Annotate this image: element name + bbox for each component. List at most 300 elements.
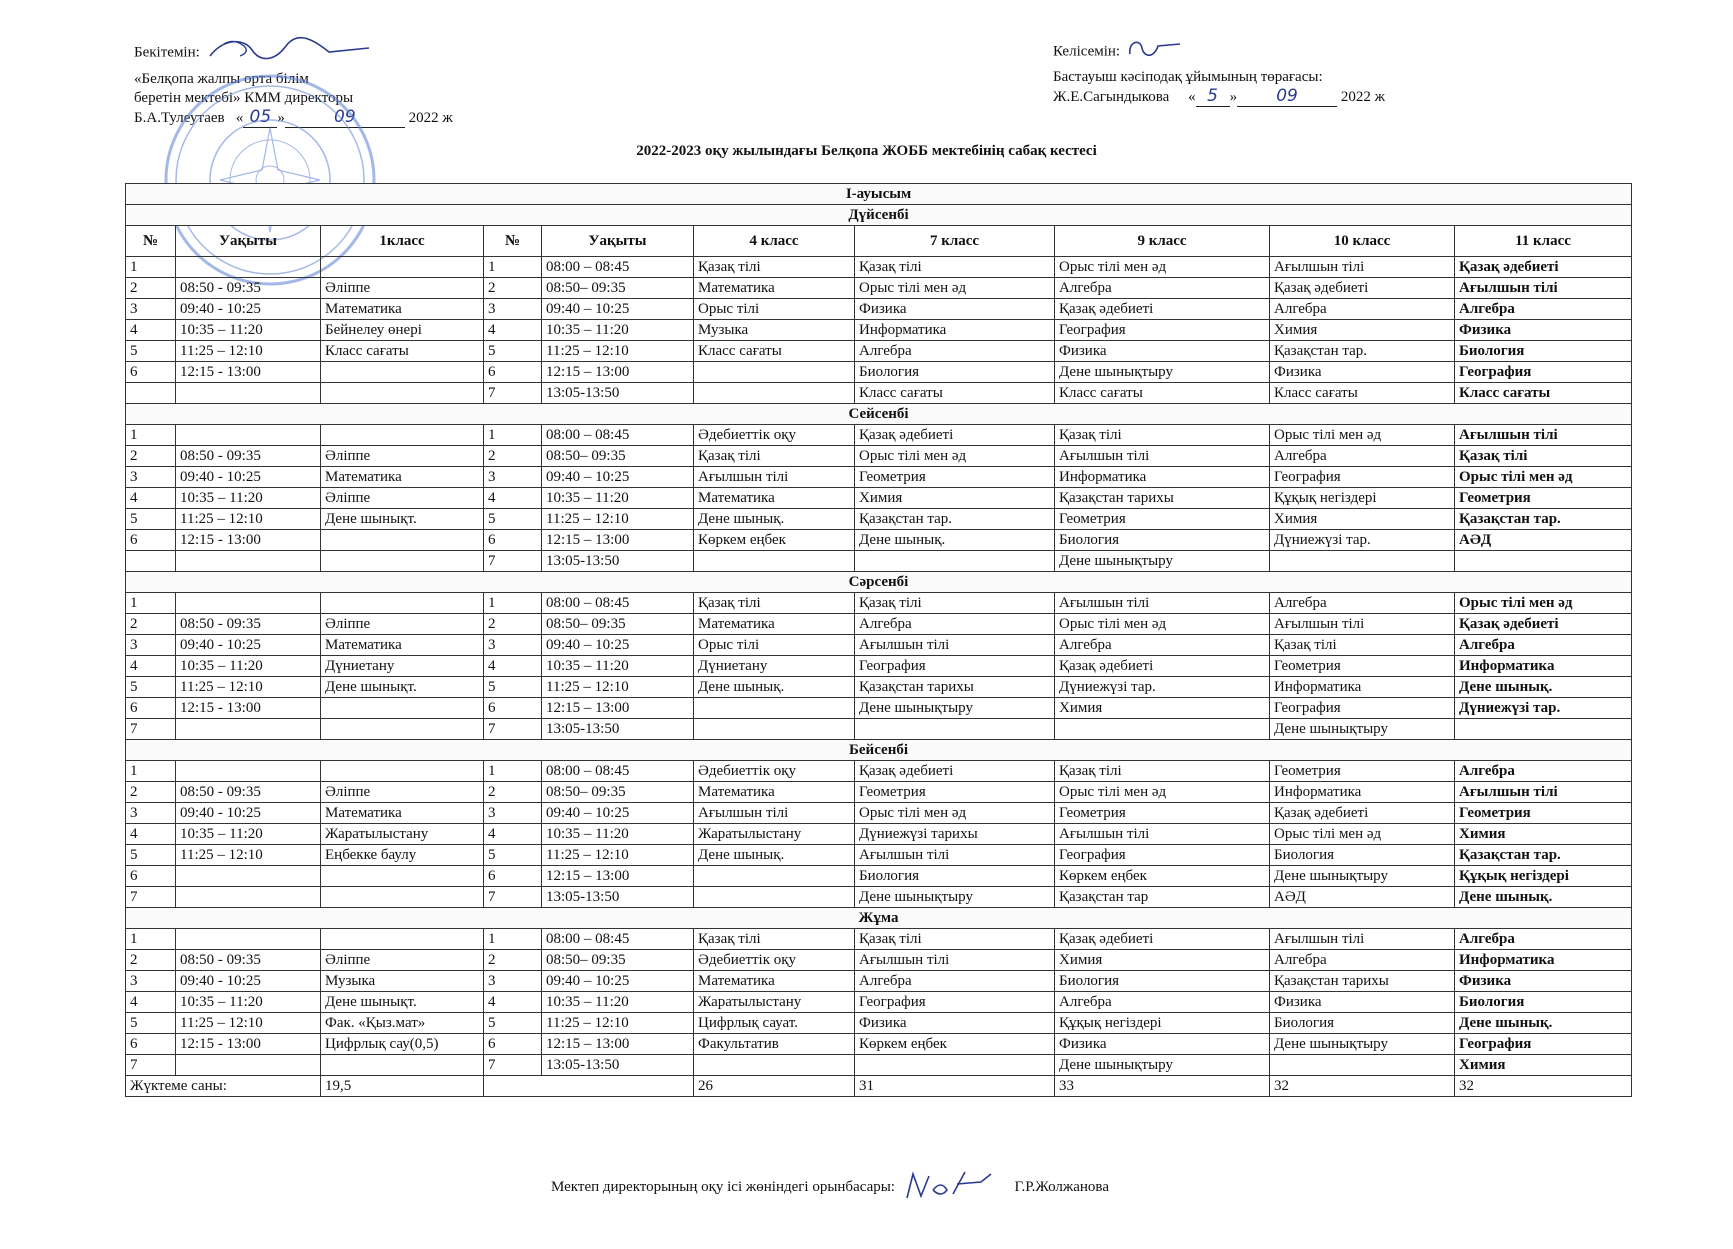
lesson-cell: 7: [484, 1055, 542, 1076]
lesson-cell: 08:00 – 08:45: [542, 929, 694, 950]
lesson-cell: 11:25 – 12:10: [176, 341, 321, 362]
load-value: 32: [1455, 1076, 1632, 1097]
lesson-cell: Цифрлық сау(0,5): [321, 1034, 484, 1055]
lesson-cell: 08:50 - 09:35: [176, 782, 321, 803]
lesson-cell: [176, 866, 321, 887]
approve-line1: «Белқопа жалпы орта білім: [134, 71, 309, 87]
lesson-cell: 10:35 – 11:20: [542, 656, 694, 677]
lesson-row: [126, 1034, 1632, 1055]
column-header: 4 класс: [694, 226, 855, 257]
lesson-cell: Информатика: [1270, 782, 1455, 803]
lesson-cell: 10:35 – 11:20: [176, 320, 321, 341]
lesson-cell: Ағылшын тілі: [1455, 425, 1632, 446]
lesson-row: [126, 971, 1632, 992]
lesson-cell: 08:50– 09:35: [542, 278, 694, 299]
lesson-cell: Қазақ тілі: [694, 257, 855, 278]
lesson-cell: 08:50 - 09:35: [176, 278, 321, 299]
lesson-cell: Биология: [855, 362, 1055, 383]
lesson-cell: 08:00 – 08:45: [542, 425, 694, 446]
lesson-cell: Дене шынықтыру: [1055, 1055, 1270, 1076]
lesson-cell: Математика: [694, 488, 855, 509]
lesson-cell: Қазақстан тарихы: [855, 677, 1055, 698]
lesson-cell: Биология: [1055, 971, 1270, 992]
lesson-cell: Дене шынық.: [1455, 887, 1632, 908]
lesson-cell: Қазақ тілі: [694, 593, 855, 614]
lesson-cell: 1: [126, 257, 176, 278]
load-value: 33: [1055, 1076, 1270, 1097]
lesson-cell: Математика: [321, 467, 484, 488]
lesson-cell: Дене шынық.: [1455, 1013, 1632, 1034]
lesson-cell: Ағылшын тілі: [1055, 446, 1270, 467]
lesson-cell: Химия: [1455, 1055, 1632, 1076]
lesson-cell: [694, 887, 855, 908]
lesson-cell: 5: [126, 845, 176, 866]
footer-name: Г.Р.Жолжанова: [1014, 1179, 1109, 1195]
lesson-cell: География: [1270, 698, 1455, 719]
lesson-row: [126, 362, 1632, 383]
lesson-cell: 2: [126, 614, 176, 635]
lesson-cell: Қазақ әдебиеті: [855, 761, 1055, 782]
lesson-cell: 5: [126, 341, 176, 362]
lesson-cell: 4: [126, 488, 176, 509]
lesson-cell: 7: [484, 887, 542, 908]
lesson-cell: Орыс тілі мен әд: [1270, 425, 1455, 446]
lesson-cell: 11:25 – 12:10: [542, 341, 694, 362]
day-row: [126, 205, 1632, 226]
lesson-cell: [694, 719, 855, 740]
lesson-cell: [176, 719, 321, 740]
lesson-cell: [126, 383, 176, 404]
lesson-cell: 3: [126, 803, 176, 824]
lesson-cell: [694, 866, 855, 887]
lesson-cell: Математика: [321, 299, 484, 320]
union-signature: [1124, 36, 1184, 68]
approve-month: 09: [285, 108, 405, 128]
lesson-row: [126, 530, 1632, 551]
lesson-cell: 09:40 - 10:25: [176, 971, 321, 992]
document-title: 2022-2023 оқу жылындағы Белқопа ЖОББ мектебінің сабақ кестесі: [636, 143, 1097, 159]
lesson-cell: 10:35 – 11:20: [176, 992, 321, 1013]
lesson-cell: 1: [126, 929, 176, 950]
lesson-cell: 13:05-13:50: [542, 1055, 694, 1076]
lesson-cell: Орыс тілі мен әд: [1455, 593, 1632, 614]
lesson-cell: Химия: [855, 488, 1055, 509]
lesson-cell: Биология: [1455, 341, 1632, 362]
lesson-cell: 09:40 – 10:25: [542, 467, 694, 488]
approve-year: 2022 ж: [408, 110, 453, 126]
shift-row: [126, 184, 1632, 205]
lesson-cell: Дүниетану: [694, 656, 855, 677]
lesson-cell: 11:25 – 12:10: [542, 1013, 694, 1034]
lesson-cell: Алгебра: [1455, 929, 1632, 950]
lesson-cell: 09:40 - 10:25: [176, 467, 321, 488]
lesson-cell: 09:40 – 10:25: [542, 635, 694, 656]
lesson-cell: Қазақ әдебиеті: [855, 425, 1055, 446]
lesson-cell: Бейнелеу өнері: [321, 320, 484, 341]
lesson-cell: Информатика: [1270, 677, 1455, 698]
lesson-cell: [321, 761, 484, 782]
lesson-cell: Факультатив: [694, 1034, 855, 1055]
lesson-cell: Орыс тілі мен әд: [1455, 467, 1632, 488]
lesson-cell: [176, 551, 321, 572]
lesson-row: [126, 698, 1632, 719]
lesson-cell: [855, 719, 1055, 740]
lesson-cell: Алгебра: [855, 614, 1055, 635]
lesson-cell: 12:15 – 13:00: [542, 1034, 694, 1055]
lesson-cell: 12:15 - 13:00: [176, 698, 321, 719]
lesson-cell: Қазақ тілі: [855, 593, 1055, 614]
lesson-row: [126, 593, 1632, 614]
lesson-cell: [1270, 551, 1455, 572]
lesson-cell: 2: [484, 614, 542, 635]
lesson-cell: Дене шынықт.: [321, 992, 484, 1013]
deputy-signature: [899, 1168, 999, 1207]
lesson-cell: [694, 698, 855, 719]
lesson-cell: Әліппе: [321, 278, 484, 299]
lesson-cell: Биология: [855, 866, 1055, 887]
lesson-cell: 09:40 – 10:25: [542, 971, 694, 992]
lesson-cell: [176, 1055, 321, 1076]
lesson-cell: 6: [126, 698, 176, 719]
lesson-cell: [321, 866, 484, 887]
lesson-cell: 6: [126, 530, 176, 551]
load-value: 32: [1270, 1076, 1455, 1097]
lesson-cell: [176, 761, 321, 782]
lesson-cell: 7: [126, 1055, 176, 1076]
agree-name: Ж.Е.Сагындыкова: [1053, 89, 1170, 105]
lesson-cell: 09:40 – 10:25: [542, 803, 694, 824]
lesson-cell: 1: [484, 593, 542, 614]
lesson-cell: Алгебра: [855, 341, 1055, 362]
lesson-cell: [176, 593, 321, 614]
lesson-cell: Информатика: [1455, 950, 1632, 971]
lesson-cell: 7: [126, 719, 176, 740]
lesson-cell: 08:00 – 08:45: [542, 257, 694, 278]
lesson-cell: [321, 362, 484, 383]
column-header: 9 класс: [1055, 226, 1270, 257]
lesson-cell: 1: [484, 929, 542, 950]
lesson-cell: Еңбекке баулу: [321, 845, 484, 866]
lesson-cell: 3: [484, 299, 542, 320]
agreement-block: Келісемін: Бастауыш кәсіподақ ұйымының төрағасы: Ж.Е.Сагындыкова « 5 » 09 2022 ж: [1053, 36, 1385, 107]
lesson-row: [126, 656, 1632, 677]
lesson-cell: Дене шынықт.: [321, 677, 484, 698]
lesson-cell: 3: [484, 803, 542, 824]
lesson-cell: 12:15 – 13:00: [542, 530, 694, 551]
lesson-cell: 09:40 - 10:25: [176, 635, 321, 656]
lesson-cell: 1: [126, 593, 176, 614]
lesson-cell: Құқық негіздері: [1270, 488, 1455, 509]
lesson-cell: Қазақ әдебиеті: [1270, 803, 1455, 824]
lesson-cell: 2: [484, 950, 542, 971]
lesson-cell: 13:05-13:50: [542, 887, 694, 908]
lesson-cell: 2: [484, 782, 542, 803]
day-row: [126, 404, 1632, 425]
lesson-cell: [321, 698, 484, 719]
lesson-cell: Орыс тілі мен әд: [1055, 782, 1270, 803]
lesson-cell: 2: [126, 950, 176, 971]
lesson-cell: Математика: [321, 803, 484, 824]
lesson-cell: 3: [484, 971, 542, 992]
lesson-cell: Дене шынықтыру: [1270, 1034, 1455, 1055]
lesson-cell: Дене шынықт.: [321, 509, 484, 530]
lesson-cell: Дене шынық.: [855, 530, 1055, 551]
day-row: [126, 572, 1632, 593]
lesson-cell: 11:25 – 12:10: [176, 845, 321, 866]
lesson-cell: Қазақ тілі: [1455, 446, 1632, 467]
schedule-table: [125, 183, 1632, 1097]
load-value: 26: [694, 1076, 855, 1097]
lesson-cell: География: [1270, 467, 1455, 488]
lesson-cell: Алгебра: [1270, 446, 1455, 467]
lesson-cell: География: [855, 656, 1055, 677]
lesson-cell: Дене шынық.: [694, 677, 855, 698]
lesson-cell: [321, 551, 484, 572]
lesson-cell: Геометрия: [1270, 656, 1455, 677]
lesson-cell: Әліппе: [321, 446, 484, 467]
lesson-cell: 6: [484, 362, 542, 383]
lesson-cell: 2: [484, 446, 542, 467]
lesson-cell: Химия: [1455, 824, 1632, 845]
lesson-cell: [1455, 551, 1632, 572]
lesson-cell: 10:35 – 11:20: [542, 488, 694, 509]
lesson-cell: [176, 425, 321, 446]
lesson-cell: Әліппе: [321, 782, 484, 803]
lesson-cell: 6: [484, 530, 542, 551]
lesson-cell: 10:35 – 11:20: [176, 488, 321, 509]
lesson-cell: Қазақстан тарихы: [1055, 488, 1270, 509]
column-header: 1класс: [321, 226, 484, 257]
lesson-cell: 12:15 – 13:00: [542, 866, 694, 887]
lesson-cell: 6: [484, 866, 542, 887]
lesson-cell: 08:00 – 08:45: [542, 593, 694, 614]
lesson-cell: Алгебра: [1270, 593, 1455, 614]
day-name: Сейсенбі: [126, 404, 1632, 425]
lesson-row: [126, 635, 1632, 656]
lesson-cell: Көркем еңбек: [855, 1034, 1055, 1055]
lesson-cell: Қазақ тілі: [694, 446, 855, 467]
lesson-cell: Ағылшын тілі: [1055, 824, 1270, 845]
lesson-row: [126, 299, 1632, 320]
lesson-cell: 10:35 – 11:20: [542, 320, 694, 341]
lesson-cell: 10:35 – 11:20: [542, 824, 694, 845]
lesson-cell: 2: [484, 278, 542, 299]
lesson-cell: 6: [126, 362, 176, 383]
lesson-cell: Биология: [1455, 992, 1632, 1013]
lesson-cell: Математика: [694, 278, 855, 299]
lesson-cell: 6: [126, 1034, 176, 1055]
lesson-cell: 5: [484, 845, 542, 866]
lesson-cell: 08:50– 09:35: [542, 446, 694, 467]
lesson-cell: Қазақстан тар.: [1455, 509, 1632, 530]
lesson-cell: География: [1055, 845, 1270, 866]
footer-text: Мектеп директорының оқу ісі жөніндегі орынбасары:: [551, 1179, 895, 1195]
load-value: 19,5: [321, 1076, 484, 1097]
day-name: Дүйсенбі: [126, 205, 1632, 226]
lesson-cell: Класс сағаты: [1055, 383, 1270, 404]
lesson-cell: Ағылшын тілі: [1455, 782, 1632, 803]
lesson-cell: 5: [484, 509, 542, 530]
lesson-cell: География: [1455, 362, 1632, 383]
lesson-cell: Әліппе: [321, 488, 484, 509]
lesson-cell: Алгебра: [855, 971, 1055, 992]
lesson-cell: Ағылшын тілі: [1270, 257, 1455, 278]
lesson-cell: [694, 551, 855, 572]
lesson-cell: Физика: [1270, 992, 1455, 1013]
agree-label: Келісемін:: [1053, 43, 1121, 60]
column-header: 10 класс: [1270, 226, 1455, 257]
lesson-cell: Жаратылыстану: [694, 824, 855, 845]
lesson-cell: [176, 929, 321, 950]
lesson-cell: 08:50 - 09:35: [176, 950, 321, 971]
lesson-cell: 4: [126, 824, 176, 845]
lesson-cell: [694, 383, 855, 404]
lesson-cell: 12:15 – 13:00: [542, 362, 694, 383]
lesson-cell: Жаратылыстану: [694, 992, 855, 1013]
column-header: 11 класс: [1455, 226, 1632, 257]
lesson-cell: Химия: [1055, 950, 1270, 971]
lesson-cell: Қазақ тілі: [1055, 425, 1270, 446]
lesson-cell: Көркем еңбек: [1055, 866, 1270, 887]
lesson-cell: [321, 383, 484, 404]
lesson-cell: География: [1455, 1034, 1632, 1055]
lesson-cell: Физика: [855, 299, 1055, 320]
lesson-row: [126, 782, 1632, 803]
lesson-cell: Орыс тілі мен әд: [1055, 257, 1270, 278]
lesson-cell: 08:50 - 09:35: [176, 446, 321, 467]
column-header: №: [126, 226, 176, 257]
lesson-cell: 7: [484, 383, 542, 404]
lesson-cell: Геометрия: [1055, 509, 1270, 530]
lesson-cell: Көркем еңбек: [694, 530, 855, 551]
lesson-cell: Алгебра: [1455, 299, 1632, 320]
lesson-cell: Класс сағаты: [694, 341, 855, 362]
lesson-row: [126, 551, 1632, 572]
column-header: №: [484, 226, 542, 257]
lesson-cell: Әдебиеттік оқу: [694, 425, 855, 446]
lesson-cell: Қазақ әдебиеті: [1055, 929, 1270, 950]
lesson-cell: Қазақстан тарихы: [1270, 971, 1455, 992]
lesson-row: [126, 719, 1632, 740]
lesson-cell: 13:05-13:50: [542, 551, 694, 572]
lesson-cell: Ағылшын тілі: [1270, 614, 1455, 635]
lesson-cell: Химия: [1055, 698, 1270, 719]
lesson-cell: Информатика: [855, 320, 1055, 341]
lesson-cell: Ағылшын тілі: [694, 467, 855, 488]
lesson-cell: [176, 887, 321, 908]
lesson-cell: Қазақ әдебиеті: [1455, 614, 1632, 635]
lesson-cell: Алгебра: [1455, 761, 1632, 782]
load-value: 31: [855, 1076, 1055, 1097]
lesson-cell: 6: [126, 866, 176, 887]
lesson-cell: Қазақ тілі: [694, 929, 855, 950]
approve-day: 05: [243, 108, 277, 128]
lesson-cell: Математика: [694, 971, 855, 992]
lesson-cell: Алгебра: [1455, 635, 1632, 656]
lesson-cell: 4: [484, 824, 542, 845]
lesson-cell: Қазақ тілі: [1055, 761, 1270, 782]
lesson-cell: 09:40 - 10:25: [176, 803, 321, 824]
lesson-cell: Қазақ тілі: [1270, 635, 1455, 656]
lesson-cell: Цифрлық сауат.: [694, 1013, 855, 1034]
day-row: [126, 740, 1632, 761]
approval-block: Бекітемін: «Белқопа жалпы орта білім беретін мектебі» КММ директоры Б.А.Тулеутаев « 05 » 09 2022 ж: [134, 36, 453, 128]
lesson-cell: Математика: [694, 782, 855, 803]
lesson-cell: Әліппе: [321, 950, 484, 971]
lesson-cell: Физика: [1270, 362, 1455, 383]
lesson-cell: Биология: [1055, 530, 1270, 551]
lesson-cell: 12:15 – 13:00: [542, 698, 694, 719]
lesson-cell: [694, 362, 855, 383]
lesson-cell: Физика: [1455, 320, 1632, 341]
lesson-cell: Орыс тілі: [694, 299, 855, 320]
lesson-cell: Дүниетану: [321, 656, 484, 677]
lesson-cell: Геометрия: [855, 467, 1055, 488]
lesson-cell: [321, 530, 484, 551]
lesson-cell: [321, 593, 484, 614]
lesson-cell: 4: [484, 656, 542, 677]
lesson-row: [126, 677, 1632, 698]
lesson-row: [126, 467, 1632, 488]
approve-name: Б.А.Тулеутаев: [134, 110, 225, 126]
lesson-cell: 5: [484, 1013, 542, 1034]
lesson-cell: 11:25 – 12:10: [542, 845, 694, 866]
day-name: Жұма: [126, 908, 1632, 929]
lesson-cell: Қазақстан тар.: [855, 509, 1055, 530]
lesson-cell: Орыс тілі мен әд: [855, 803, 1055, 824]
lesson-cell: 08:50 - 09:35: [176, 614, 321, 635]
lesson-cell: Геометрия: [1455, 488, 1632, 509]
lesson-cell: 09:40 – 10:25: [542, 299, 694, 320]
lesson-cell: [321, 1055, 484, 1076]
lesson-cell: 5: [484, 677, 542, 698]
lesson-cell: Қазақ әдебиеті: [1270, 278, 1455, 299]
lesson-cell: Орыс тілі мен әд: [855, 446, 1055, 467]
lesson-cell: Қазақстан тар.: [1270, 341, 1455, 362]
lesson-cell: Класс сағаты: [1455, 383, 1632, 404]
lesson-row: [126, 488, 1632, 509]
agree-day: 5: [1196, 87, 1230, 107]
lesson-cell: Дүниежүзі тар.: [1270, 530, 1455, 551]
lesson-cell: Геометрия: [1455, 803, 1632, 824]
lesson-cell: 3: [126, 635, 176, 656]
lesson-cell: Әліппе: [321, 614, 484, 635]
lesson-cell: Дене шынықтыру: [855, 698, 1055, 719]
lesson-cell: 12:15 - 13:00: [176, 1034, 321, 1055]
lesson-cell: Ағылшын тілі: [1270, 929, 1455, 950]
lesson-cell: Алгебра: [1270, 299, 1455, 320]
day-name: Бейсенбі: [126, 740, 1632, 761]
lesson-cell: Химия: [1270, 509, 1455, 530]
lesson-cell: Музыка: [694, 320, 855, 341]
lesson-cell: [321, 719, 484, 740]
lesson-cell: Әдебиеттік оқу: [694, 950, 855, 971]
lesson-cell: [321, 257, 484, 278]
lesson-cell: 11:25 – 12:10: [176, 1013, 321, 1034]
approve-line2: беретін мектебі» КММ директоры: [134, 90, 354, 106]
lesson-cell: 4: [126, 992, 176, 1013]
lesson-cell: Музыка: [321, 971, 484, 992]
lesson-cell: 7: [126, 887, 176, 908]
lesson-cell: Математика: [321, 635, 484, 656]
lesson-cell: 2: [126, 278, 176, 299]
lesson-cell: 13:05-13:50: [542, 383, 694, 404]
lesson-cell: [321, 929, 484, 950]
lesson-cell: Әдебиеттік оқу: [694, 761, 855, 782]
lesson-cell: Дене шынық.: [694, 845, 855, 866]
column-header: Уақыты: [176, 226, 321, 257]
lesson-cell: [855, 551, 1055, 572]
